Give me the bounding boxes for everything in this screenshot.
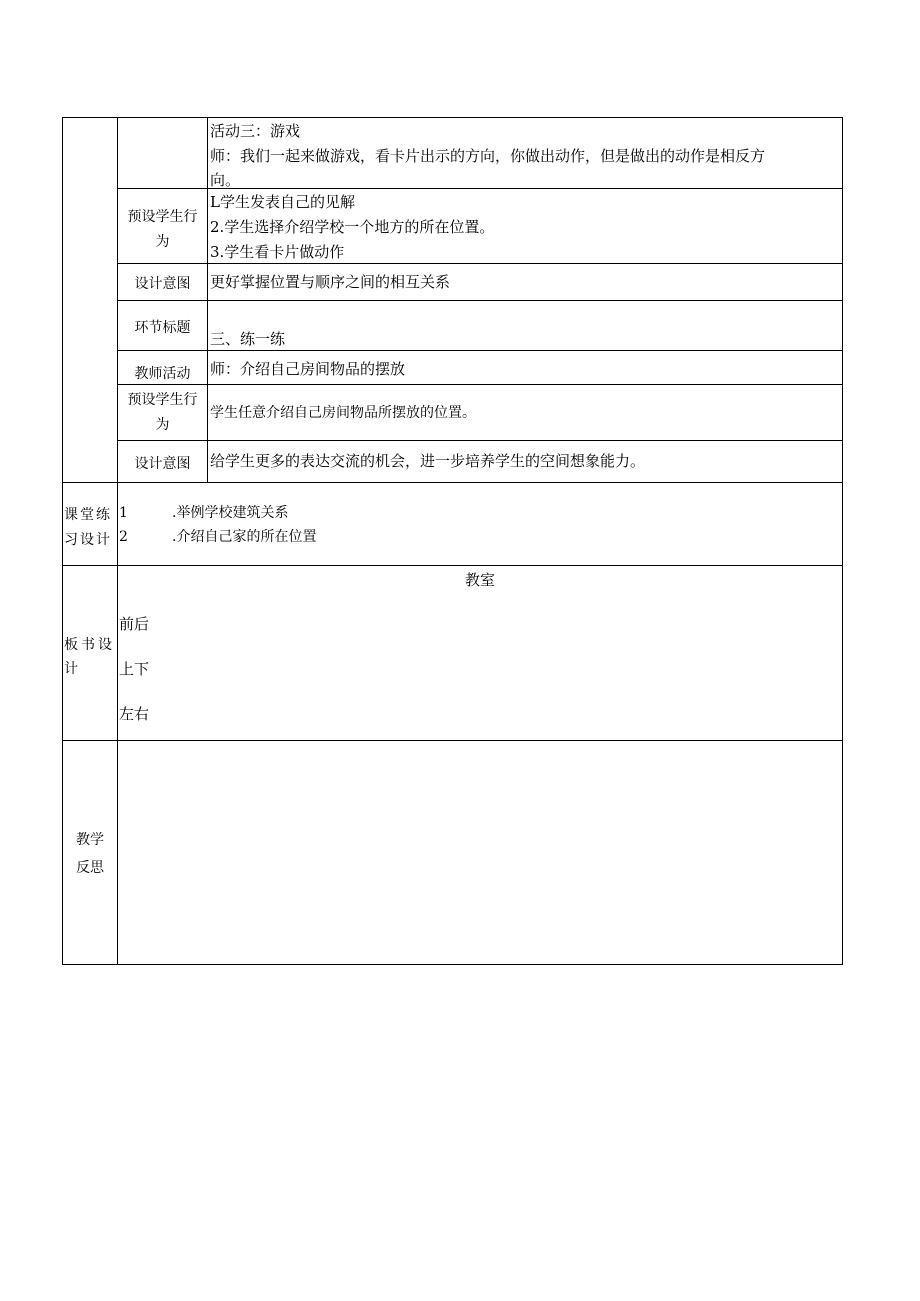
row-label: 为 [155,234,170,250]
list-item: 2.学生选择介绍学校一个地方的所在位置。 [210,218,495,236]
board-item: 前后 [119,615,150,633]
section-label: 板书设 [64,637,115,653]
board-item: 左右 [119,705,150,723]
row-content: 更好掌握位置与顺序之间的相互关系 [210,273,451,291]
row-label: 环节标题 [134,320,191,336]
activity-title: 活动三：游戏 [210,122,301,140]
list-item: L学生发表自己的见解 [210,193,355,211]
activity-text-line: 师：我们一起来做游戏，看卡片出示的方向，你做出动作，但是做出的动作是相反方 [210,147,766,165]
row-content: 师：介绍自己房间物品的摆放 [210,360,406,378]
practice-item: .介绍自己家的所在位置 [172,529,317,545]
section-label: 反思 [76,860,104,876]
activity-text-line: 向。 [210,171,241,189]
board-item: 上下 [119,660,150,678]
row-label: 预设学生行 [127,209,198,225]
row-label: 预设学生行 [127,392,198,408]
practice-item: .举例学校建筑关系 [172,505,289,521]
practice-item-number: 1 [119,505,128,521]
list-item: 3.学生看卡片做动作 [210,243,345,261]
section-label: 习设计 [64,532,112,548]
row-label: 设计意图 [134,456,191,472]
row-content: 三、练一练 [210,330,286,348]
row-content: 给学生更多的表达交流的机会，进一步培养学生的空间想象能力。 [210,452,646,470]
row-label: 教师活动 [134,366,191,382]
row-label: 为 [155,417,170,433]
section-label: 教学 [76,832,104,848]
row-content: 学生任意介绍自己房间物品所摆放的位置。 [210,405,476,421]
section-label: 计 [64,661,78,677]
row-label: 设计意图 [134,276,191,292]
section-label: 课堂练 [64,507,112,523]
practice-item-number: 2 [119,529,128,545]
board-heading: 教室 [464,571,495,589]
